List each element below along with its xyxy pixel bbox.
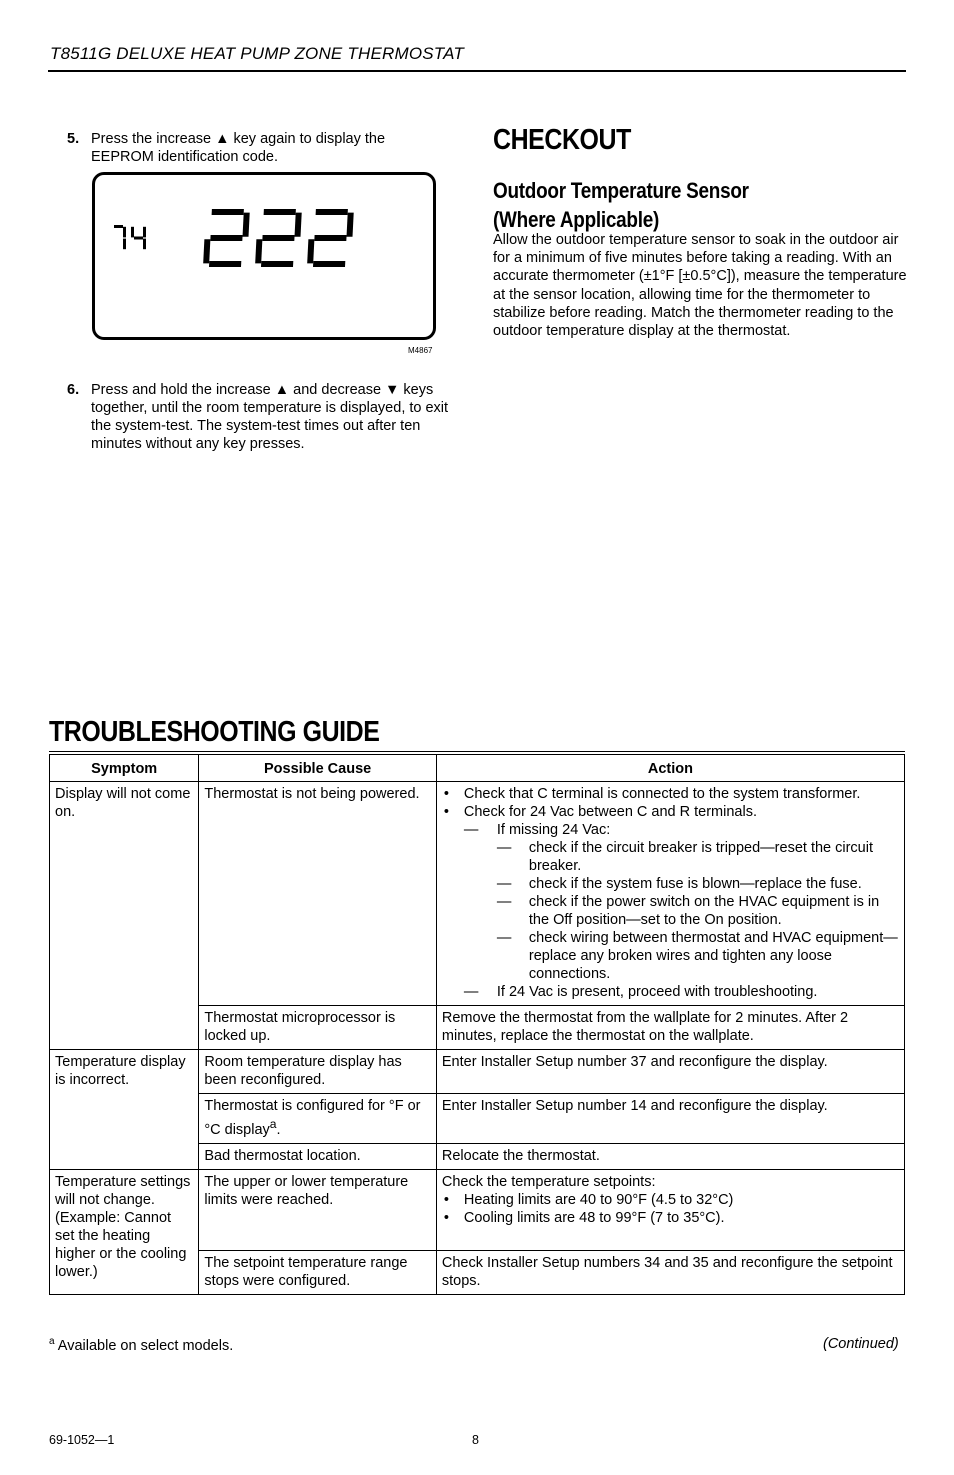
table-footnote (49, 1336, 233, 1354)
action-cell: Enter Installer Setup number 37 and reconfigure the display. (436, 1050, 904, 1094)
lcd-large-digit (255, 209, 302, 267)
header-cause: Possible Cause (199, 753, 437, 782)
lcd-large-digit (203, 209, 250, 267)
table-header-row (50, 753, 905, 782)
lcd-segment (347, 213, 354, 237)
symptom-cell: Display will not come on. (50, 782, 199, 1050)
page-number: 8 (472, 1433, 479, 1447)
action-subsubitem: — check if the system fuse is blown—replace the fuse. (442, 875, 900, 893)
cause-cell: The setpoint temperature range stops were configured. (199, 1250, 437, 1294)
header-symptom: Symptom (50, 753, 199, 782)
lcd-segment (114, 225, 123, 228)
sensor-paragraph: Allow the outdoor temperature sensor to soak in the outdoor air for a minimum of five minutes before taking a reading. With an accurate thermometer (±1°F [±0.5°C]), measure the temperature at the sensor location, allowing time for the thermometer to stabilize before reading. Match the thermometer reading to the outdoor temperature display at the thermostat. (493, 232, 907, 340)
sensor-title-line2: (Where Applicable) (493, 207, 660, 232)
lcd-segment (307, 239, 314, 263)
action-bullet: • Heating limits are 40 to 90°F (4.5 to 32°C) (442, 1191, 900, 1209)
lcd-segment (243, 213, 250, 237)
lcd-segment (209, 261, 241, 267)
lcd-segment (123, 227, 126, 238)
lcd-segment (314, 235, 346, 241)
troubleshooting-heading: TROUBLESHOOTING GUIDE (49, 716, 380, 748)
action-cell: Relocate the thermostat. (436, 1143, 904, 1169)
action-subsubitem: — check if the circuit breaker is tripped—reset the circuit breaker. (442, 839, 900, 875)
checkout-heading: CHECKOUT (493, 124, 631, 156)
action-cell: Check Installer Setup numbers 34 and 35 and reconfigure the setpoint stops. (436, 1250, 904, 1294)
action-subitem: — If 24 Vac is present, proceed with troubleshooting. (442, 983, 900, 1001)
action-cell (436, 782, 904, 1006)
table-row (50, 1050, 905, 1094)
lcd-segment (264, 209, 296, 215)
document-number: 69-1052—1 (49, 1433, 115, 1447)
lcd-large-digit (307, 209, 354, 267)
lcd-display-figure (92, 172, 436, 340)
step-text: Press the increase ▲ key again to display the EEPROM identification code. (91, 131, 386, 165)
action-cell (436, 1169, 904, 1250)
troubleshooting-table (49, 751, 905, 1295)
sensor-title-line1: Outdoor Temperature Sensor (493, 178, 749, 203)
action-subsubitem: — check wiring between thermostat and HVAC equipment—replace any broken wires and tighten any loose connections. (442, 929, 900, 983)
footnote-marker: a (269, 1117, 277, 1131)
sensor-subheading (493, 176, 749, 234)
running-header: T8511G DELUXE HEAT PUMP ZONE THERMOSTAT (50, 44, 464, 63)
lcd-segment (212, 209, 244, 215)
action-bullet: • Check that C terminal is connected to the system transformer. (442, 785, 900, 803)
cause-cell: Thermostat is not being powered. (199, 782, 437, 1006)
lcd-segment (316, 209, 348, 215)
step-number: 6. (67, 382, 80, 398)
action-cell: Remove the thermostat from the wallplate for 2 minutes. After 2 minutes, replace the thermostat on the wallplate. (436, 1006, 904, 1050)
figure-id: M4867 (408, 346, 433, 355)
lcd-segment (255, 239, 262, 263)
action-text: Check the temperature setpoints: (441, 1173, 656, 1190)
lcd-segment (261, 261, 293, 267)
action-bullet: • Cooling limits are 48 to 99°F (7 to 35°C). (442, 1209, 900, 1227)
footnote-text: Available on select models. (57, 1337, 234, 1354)
symptom-cell: Temperature display is incorrect. (50, 1050, 199, 1170)
table-row (50, 782, 905, 1006)
lcd-segment (143, 239, 146, 250)
lcd-segment (134, 237, 143, 240)
lcd-segment (123, 239, 126, 250)
lcd-small-digit (114, 225, 126, 249)
header-rule (48, 70, 906, 72)
cause-end: . (276, 1121, 281, 1138)
lcd-segment (203, 239, 210, 263)
continued-note: (Continued) (823, 1336, 899, 1352)
cause-cell: Room temperature display has been reconfigured. (199, 1050, 437, 1094)
step-text: Press and hold the increase ▲ and decrease ▼ keys together, until the room temperature is displayed, to exit the system-test. The system-test times out after ten minutes without any key presses. (91, 382, 449, 452)
header-action: Action (436, 753, 904, 782)
cause-cell: The upper or lower temperature limits were reached. (199, 1169, 437, 1250)
cause-text: Thermostat is configured for °F or °C display (204, 1098, 421, 1138)
lcd-segment (295, 213, 302, 237)
lcd-segment (313, 261, 345, 267)
cause-cell (199, 1094, 437, 1144)
lcd-segment (210, 235, 242, 241)
lcd-segment (143, 227, 146, 238)
symptom-cell: Temperature settings will not change. (Example: Cannot set the heating higher or the cooling lower.) (50, 1169, 199, 1294)
cause-cell: Bad thermostat location. (199, 1143, 437, 1169)
action-bullet: • Check for 24 Vac between C and R terminals. (442, 803, 900, 821)
action-subsubitem: — check if the power switch on the HVAC equipment is in the Off position—set to the On position. (442, 893, 900, 929)
lcd-segment (262, 235, 294, 241)
footnote-marker: a (49, 1336, 55, 1347)
step-number: 5. (67, 131, 80, 147)
table-row (50, 1169, 905, 1250)
cause-cell: Thermostat microprocessor is locked up. (199, 1006, 437, 1050)
lcd-small-digit (131, 227, 146, 249)
lcd-segment-readout (95, 175, 433, 337)
lcd-segment (131, 227, 134, 238)
action-subitem: — If missing 24 Vac: (442, 821, 900, 839)
action-cell: Enter Installer Setup number 14 and reconfigure the display. (436, 1094, 904, 1144)
